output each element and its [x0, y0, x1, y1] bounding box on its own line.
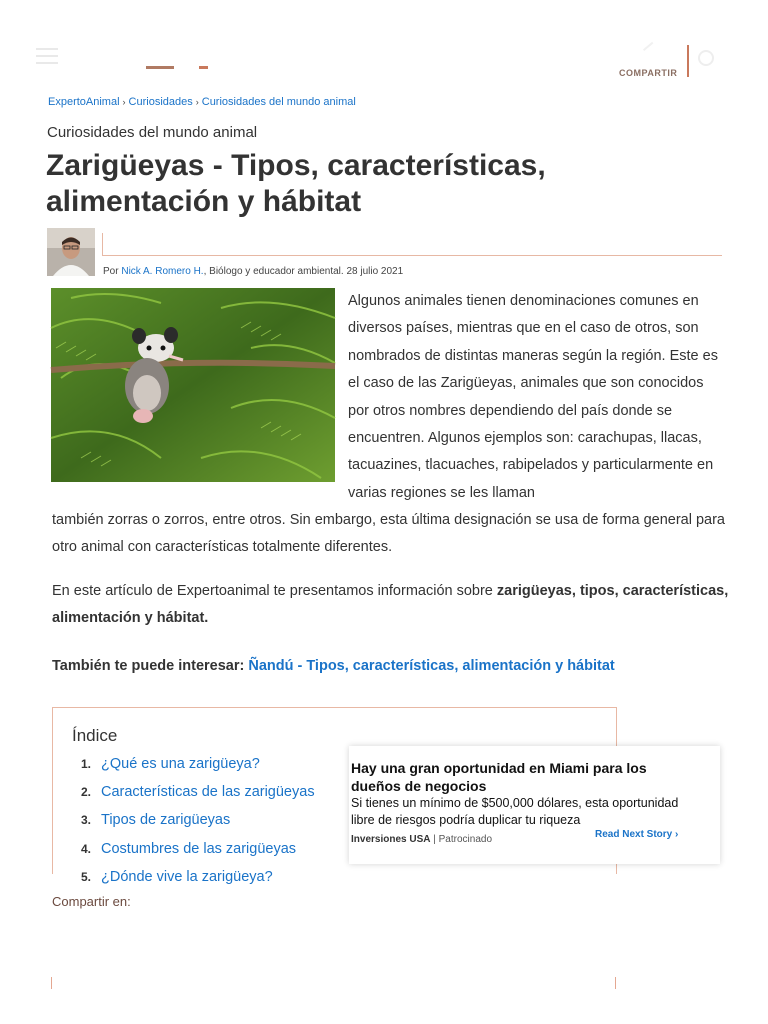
sponsored-ad-card[interactable]: [349, 746, 720, 864]
page-title: Zarigüeyas - Tipos, características, alimentación y hábitat: [46, 149, 546, 218]
byline: [103, 266, 403, 277]
toc-item-label: Tipos de zarigüeyas: [101, 812, 231, 829]
chevron-right-icon: ›: [195, 97, 199, 107]
frame-tick: [51, 977, 52, 989]
related-article: [52, 658, 615, 674]
ad-advertiser: Inversiones USA: [351, 834, 431, 845]
top-header: [0, 0, 768, 96]
toc-list: [81, 750, 315, 891]
paragraph-text: En este artículo de Expertoanimal te presentamos información sobre: [52, 583, 497, 599]
frame-tick: [615, 977, 616, 989]
toc-item[interactable]: [81, 835, 315, 863]
toc-title: Índice: [72, 726, 118, 745]
bold-text: ,: [571, 583, 580, 599]
toc-item-label: Características de las zarigüeyas: [101, 784, 315, 801]
bold-text: zarigüeyas: [496, 583, 572, 599]
breadcrumb-link-mundo-animal[interactable]: Curiosidades del mundo animal: [201, 96, 356, 108]
related-article-link[interactable]: Ñandú - Tipos, características, alimentación y hábitat: [248, 658, 615, 674]
toc-item-number: 5.: [81, 869, 92, 884]
toc-item-label: ¿Dónde vive la zarigüeya?: [101, 868, 273, 885]
chevron-right-icon: ›: [675, 829, 679, 840]
ad-sponsored-label: | Patrocinado: [430, 834, 493, 845]
search-icon[interactable]: [698, 50, 714, 66]
social-icon[interactable]: [643, 42, 661, 60]
toc-item[interactable]: [81, 778, 315, 806]
byline-divider: [102, 255, 722, 256]
toc-item[interactable]: [81, 750, 315, 778]
read-next-story-button[interactable]: [595, 829, 678, 840]
toc-item-number: 2.: [81, 785, 92, 800]
article-paragraph: [52, 578, 732, 633]
author-link[interactable]: Nick A. Romero H.: [121, 266, 204, 277]
ad-title[interactable]: Hay una gran oportunidad en Miami para los dueños de negocios: [351, 760, 647, 794]
ad-body: Si tienes un mínimo de $500,000 dólares, esta oportunidad libre de riesgos podría duplicar tu riqueza: [351, 796, 679, 827]
byline-prefix: Por: [103, 266, 122, 277]
article-category: Curiosidades del mundo animal: [47, 124, 258, 141]
byline-details: , Biólogo y educador ambiental. 28 julio 2021: [203, 266, 404, 277]
share-button[interactable]: COMPARTIR: [619, 68, 678, 78]
logo-mark[interactable]: [146, 66, 174, 69]
toc-item-number: 1.: [81, 757, 92, 771]
bold-text: tipos, características, alimentación y hábitat.: [52, 583, 729, 627]
breadcrumb: [48, 96, 356, 108]
read-next-label: Read Next Story: [595, 829, 673, 840]
toc-item[interactable]: [81, 806, 315, 834]
menu-icon[interactable]: [36, 48, 58, 64]
breadcrumb-link-curiosidades[interactable]: Curiosidades: [128, 96, 193, 108]
toc-item-label: Costumbres de las zarigüeyas: [101, 840, 297, 857]
related-label: También te puede interesar:: [52, 658, 249, 674]
share-label: Compartir en:: [52, 894, 131, 909]
article-hero-image: [51, 288, 335, 482]
breadcrumb-link-home[interactable]: ExpertoAnimal: [48, 96, 120, 108]
header-divider: [687, 45, 689, 77]
intro-paragraph: Algunos animales tienen denominaciones comunes en diversos países, mientras que en el caso de otros, son nombrados de distintas maneras según la región. Este es el caso de las Zarigüeyas, animales que son conocidos por otros nombres dependiendo del país donde se encuentren. Algunos ejemplos son: carachupas, llacas, tacuazines, tlacuaches, rabipelados y particularmente en varias regiones se les llaman: [348, 293, 718, 501]
chevron-right-icon: ›: [122, 97, 126, 107]
toc-item-number: 3.: [81, 813, 92, 828]
ad-source: [351, 834, 492, 845]
logo-mark-accent: [199, 66, 208, 69]
toc-item-number: 4.: [81, 841, 92, 856]
author-avatar[interactable]: [47, 228, 95, 276]
intro-paragraph-continued: también zorras o zorros, entre otros. Sin embargo, esta última designación se usa de forma general para otro animal con características totalmente diferentes.: [52, 512, 725, 556]
toc-item-label: ¿Qué es una zarigüeya?: [101, 756, 260, 772]
byline-divider: [102, 233, 103, 255]
toc-item[interactable]: [81, 863, 315, 891]
